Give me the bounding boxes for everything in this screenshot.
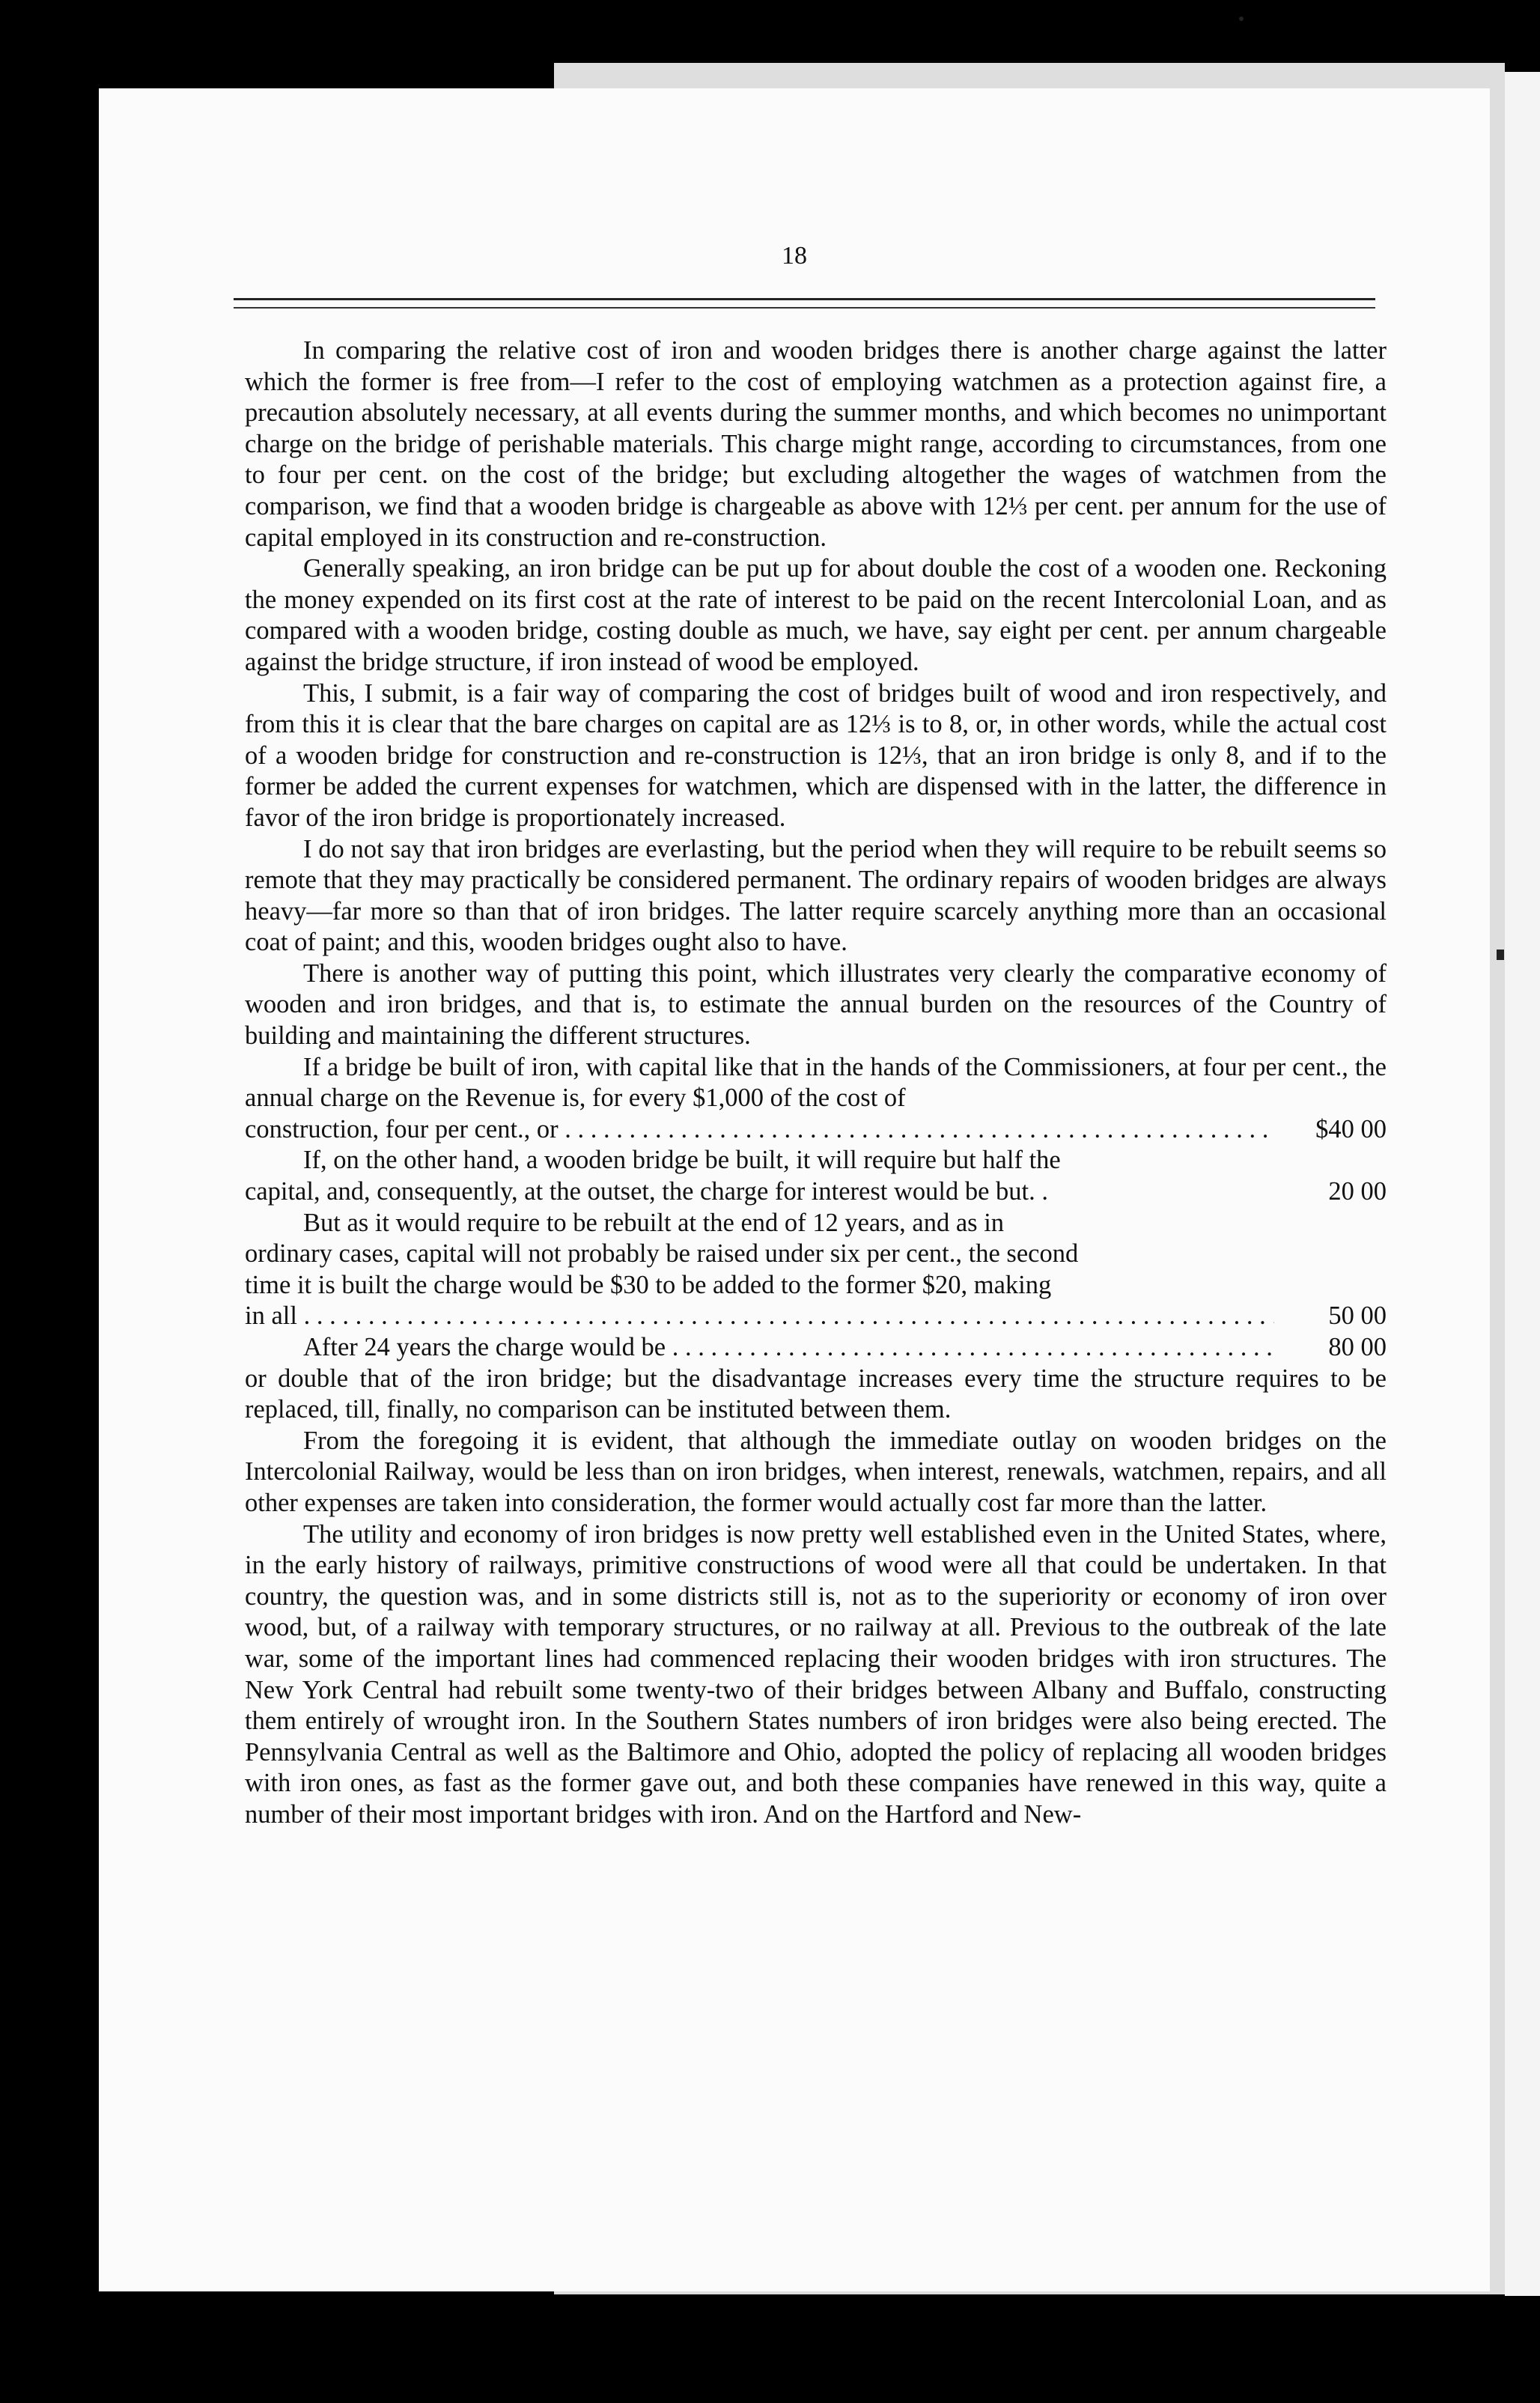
paragraph: From the foregoing it is evident, that although the immediate outlay on wooden bridges on the Intercolonial Railway, would be less than on iron bridges, when interest, renewals, watchmen, repairs, and all other expenses are taken into consideration, the former would actually cost far more than the latter. <box>245 1426 1387 1517</box>
calc-amount: $40 00 <box>1315 1114 1387 1143</box>
calc-label: in all . . . <box>245 1301 1274 1332</box>
margin-mark <box>1497 950 1504 960</box>
calc-amount: 80 00 <box>1328 1333 1387 1361</box>
calc-label: But as it would require to be rebuilt at the end of 12 years, and as in <box>303 1208 1005 1237</box>
body-text <box>245 335 1387 1831</box>
calc-label: ordinary cases, capital will not probably be raised under six per cent., the second <box>245 1239 1079 1269</box>
calc-row-rebuild-1 <box>245 1208 1387 1239</box>
scan-speck <box>1239 16 1244 21</box>
calc-label: capital, and, consequently, at the outset, the charge for interest would be but. . <box>245 1177 1049 1206</box>
calc-iron-intro: If a bridge be built of iron, with capital like that in the hands of the Commissioners, at four per cent., the annual charge on the Revenue is, for every $1,000 of the cost of <box>245 1052 1387 1113</box>
header-rule-thin <box>234 307 1375 309</box>
page-number: 18 <box>782 242 807 270</box>
calc-row-rebuild-4 <box>245 1301 1387 1332</box>
adjacent-page-edge <box>1505 72 1540 2296</box>
calc-row-wood-2 <box>245 1176 1387 1208</box>
calc-label: time it is built the charge would be $30 to be added to the former $20, making <box>245 1270 1052 1299</box>
paragraph: Generally speaking, an iron bridge can be put up for about double the cost of a wooden one. Reckoning the money expended on its first cost at the rate of interest to be paid on the recent Intercolonial Loan, and as compared with a wooden bridge, costing double as much, we have, say eight per cent. per annum chargeable against the bridge structure, if iron instead of wood be employed. <box>245 554 1387 676</box>
paragraph: There is another way of putting this point, which illustrates very clearly the comparative economy of wooden and iron bridges, and that is, to estimate the annual burden on the resources of the Country of building and maintaining the different structures. <box>245 959 1387 1051</box>
calc-row-wood-1 <box>245 1145 1387 1176</box>
calc-row-iron <box>245 1114 1387 1146</box>
calc-row-rebuild-2 <box>245 1239 1387 1270</box>
header-rule <box>234 298 1375 300</box>
paragraph: This, I submit, is a fair way of comparing the cost of bridges built of wood and iron respectively, and from this it is clear that the bare charges on capital are as 12⅓ is to 8, or, in other words, while the actual cost of a wooden bridge for construction and re-construction is 12⅓, that an iron bridge is only 8, and if to the former be added the current expenses for watchmen, which are dispensed with in the latter, the difference in favor of the iron bridge is proportionately increased. <box>245 678 1387 832</box>
calc-row-rebuild-3 <box>245 1270 1387 1301</box>
calc-label: construction, four per cent., or . . . <box>245 1114 1274 1146</box>
paragraph: The utility and economy of iron bridges is now pretty well established even in the United States, where, in the early history of railways, primitive constructions of wood were all that could be undertaken. In that country, the question was, and in some districts still is, not as to the superiority or economy of iron over wood, but, of a railway with temporary structures, or no railway at all. Previous to the outbreak of the late war, some of the important lines had commenced replacing their wooden bridges with iron structures. The New York Central had rebuilt some twenty-two of their bridges between Albany and Buffalo, constructing them entirely of wrought iron. In the Southern States numbers of iron bridges were also being erected. The Pennsylvania Central as well as the Baltimore and Ohio, adopted the policy of replacing all wooden bridges with iron ones, as fast as the former gave out, and both these companies have renewed in this way, quite a number of their most important bridges with iron. And on the Hartford and New- <box>245 1519 1387 1829</box>
paragraph: In comparing the relative cost of iron and wooden bridges there is another charge against the latter which the former is free from—I refer to the cost of employing watchmen as a protection against fire, a precaution absolutely necessary, at all events during the summer months, and which becomes no unimportant charge on the bridge of perishable materials. This charge might range, according to circumstances, from one to four per cent. on the cost of the bridge; but excluding altogether the wages of watchmen from the comparison, we find that a wooden bridge is chargeable as above with 12⅓ per cent. per annum for the use of capital employed in its construction and re-construction. <box>245 336 1387 552</box>
calc-label: If, on the other hand, a wooden bridge be built, it will require but half the <box>303 1146 1061 1175</box>
calc-amount: 20 00 <box>1328 1177 1387 1206</box>
document-page <box>99 88 1490 2291</box>
paragraph: I do not say that iron bridges are everlasting, but the period when they will require to be rebuilt seems so remote that they may practically be considered permanent. The ordinary repairs of wooden bridges are always heavy—far more so than that of iron bridges. The latter require scarcely anything more than an occasional coat of paint; and this, wooden bridges ought also to have. <box>245 834 1387 957</box>
calc-amount: 50 00 <box>1328 1301 1387 1331</box>
calc-label: After 24 years the charge would be . . . <box>245 1332 1274 1364</box>
calc-row-after <box>245 1332 1387 1364</box>
paragraph-continuation: or double that of the iron bridge; but the disadvantage increases every time the structure requires to be replaced, till, finally, no comparison can be instituted between them. <box>245 1364 1387 1424</box>
